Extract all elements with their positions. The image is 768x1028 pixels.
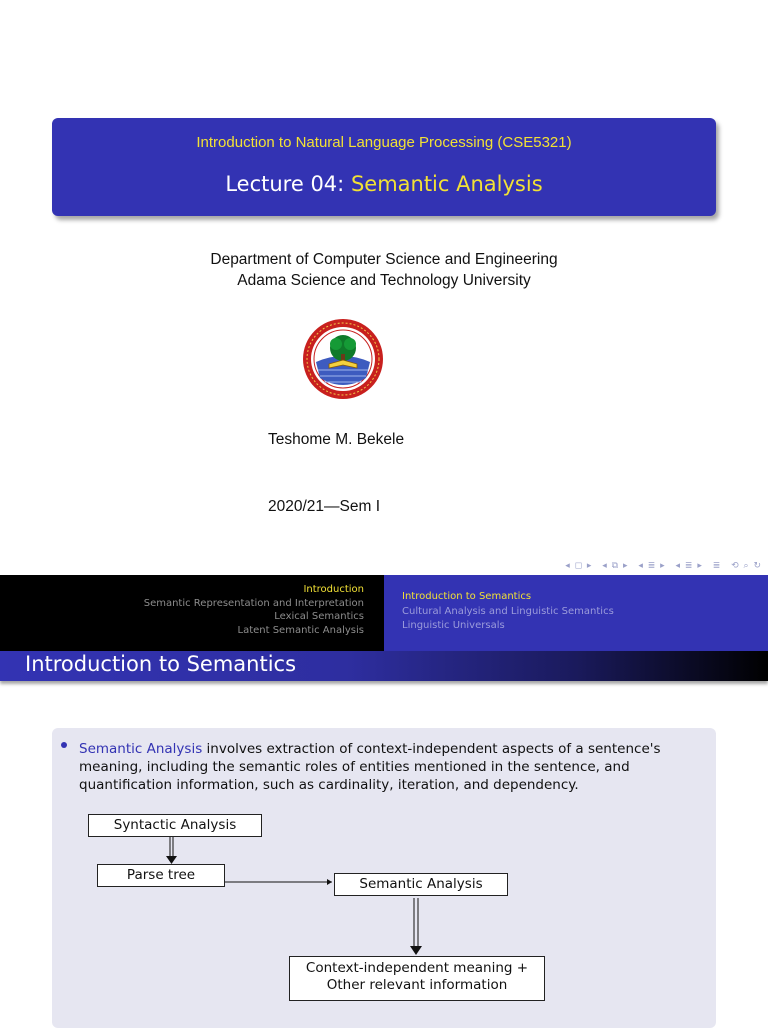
- section-item-introduction[interactable]: Introduction: [303, 584, 364, 595]
- parse-tree-box: Parse tree: [97, 864, 225, 887]
- syntactic-analysis-box: Syntactic Analysis: [88, 814, 262, 837]
- bullet-description: involves extraction of context-independent aspects of a sentence's meaning, including the semantic roles of entities mentioned in the sentence, and quantification information, such as cardinality, iteration, and dependency.: [79, 741, 661, 793]
- author-name: Teshome M. Bekele: [268, 431, 405, 448]
- section-list: [0, 575, 366, 651]
- frame-title-bar: [0, 651, 768, 681]
- output-line-1: Context-independent meaning +: [305, 960, 529, 976]
- department-name: Department of Computer Science and Engineering: [210, 251, 558, 268]
- subsection-item-introduction-to-semantics[interactable]: Introduction to Semantics: [402, 591, 532, 602]
- nav-search-control[interactable]: ⟲ ⌕ ↻: [731, 561, 762, 571]
- nav-part-control[interactable]: ◂ ≣ ▸: [675, 561, 703, 571]
- subsection-item-cultural-analysis[interactable]: Cultural Analysis and Linguistic Semantics: [402, 605, 614, 617]
- beamer-navigation: [559, 561, 762, 571]
- subsection-list: [384, 575, 768, 651]
- bullet-term: Semantic Analysis: [79, 741, 203, 757]
- subsection-item-linguistic-universals[interactable]: Linguistic Universals: [402, 620, 505, 631]
- university-name: Adama Science and Technology University: [237, 272, 531, 289]
- lecture-title: [52, 172, 716, 196]
- section-item-lexical-semantics[interactable]: Lexical Semantics: [274, 611, 364, 622]
- lecture-topic: Semantic Analysis: [350, 172, 543, 196]
- university-seal-icon: [302, 318, 384, 400]
- lecture-prefix: Lecture 04:: [225, 172, 351, 196]
- section-navigation-bar: [0, 575, 768, 651]
- term-date: 2020/21—Sem I: [268, 498, 381, 515]
- output-box: [289, 956, 545, 1001]
- nav-frame-control[interactable]: ◂ ◻ ▸: [565, 561, 593, 571]
- course-title: Introduction to Natural Language Processing (CSE5321): [196, 134, 572, 151]
- nav-section-control[interactable]: ◂ ≣ ▸: [638, 561, 666, 571]
- title-box: [52, 118, 716, 216]
- frame-title: Introduction to Semantics: [25, 652, 297, 676]
- section-item-latent-semantic-analysis[interactable]: Latent Semantic Analysis: [237, 624, 364, 636]
- output-line-2: Other relevant information: [326, 977, 508, 993]
- nav-toc-control[interactable]: ≣: [712, 561, 722, 571]
- content-block: [52, 728, 716, 1028]
- section-item-semantic-representation[interactable]: Semantic Representation and Interpretation: [143, 597, 364, 609]
- semantic-analysis-box: Semantic Analysis: [334, 873, 508, 896]
- nav-subsection-control[interactable]: ◂ ⧉ ▸: [602, 561, 629, 571]
